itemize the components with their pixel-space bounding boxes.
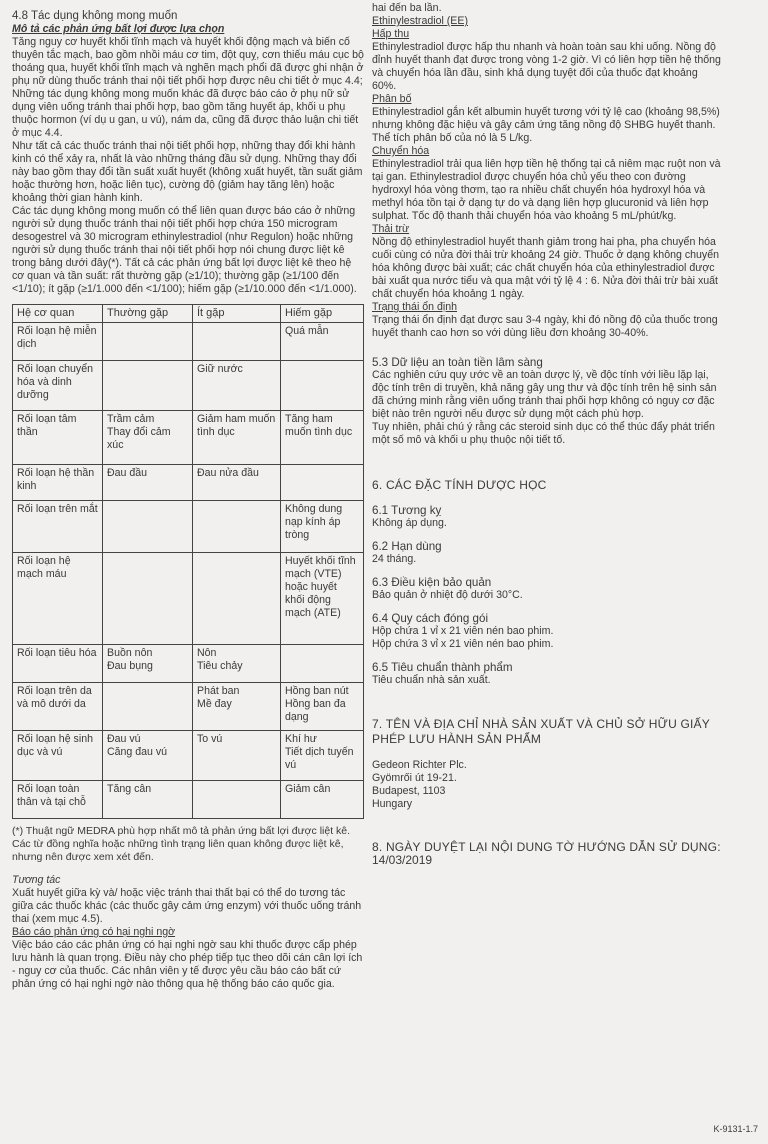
table-row xyxy=(13,501,364,553)
table-header: Thường gặp xyxy=(103,305,193,323)
paragraph: Những tác dụng không mong muốn khác đã được báo cáo ở phụ nữ sử dụng viên uống tránh thai phối hợp, bao gồm tăng huyết áp, khối u phụ thuộc hormon (ví dụ u gan, u vú), nám da, cũng đã được thảo luận chi tiết ở mục 4.4. xyxy=(12,88,359,139)
absorption-title: Hấp thu xyxy=(372,28,410,40)
table-cell: Rối loạn trên da và mô dưới da xyxy=(13,683,103,731)
metabolism-text: Ethinylestradiol trải qua liên hợp tiền hệ thống tại cả niêm mạc ruột non và tại gan. Ethinylestradiol được chuyển hóa chủ yếu theo con đường hydroxyl hóa vòng thơm, tạo ra nhiều chất chuyển hóa hydroxyl hóa và methyl hóa tồn tại ở dạng tự do và dạng liên hợp glucuronid và liên hợp sulphat. Tốc độ thanh thải chuyển hóa vào khoảng 5 mL/phút/kg. xyxy=(372,158,721,222)
table-cell: Rối loạn tâm thần xyxy=(13,411,103,465)
elimination-title: Thải trừ xyxy=(372,223,410,235)
table-row xyxy=(13,683,364,731)
table-cell: Không dung nạp kính áp tròng xyxy=(281,501,364,553)
table-cell xyxy=(193,323,281,361)
table-cell xyxy=(103,683,193,731)
table-row xyxy=(13,553,364,645)
table-header: Ít gặp xyxy=(193,305,281,323)
table-cell: Rối loạn toàn thân và tại chỗ xyxy=(13,781,103,819)
section-6-2-title: 6.2 Hạn dùng xyxy=(372,540,442,553)
table-cell: Phát ban Mề đay xyxy=(193,683,281,731)
document-code: K-9131-1.7 xyxy=(713,1124,758,1134)
table-row xyxy=(13,323,364,361)
table-cell xyxy=(103,323,193,361)
section-8-title: 8. NGÀY DUYỆT LẠI NỘI DUNG TỜ HƯỚNG DẪN SỬ DỤNG: xyxy=(372,840,721,854)
table-cell: Hồng ban nút Hồng ban đa dạng xyxy=(281,683,364,731)
paragraph: Như tất cả các thuốc tránh thai nội tiết phối hợp, những thay đổi khi hành kinh có thể xảy ra, nhất là vào những tháng đầu sử dụng. Những thay đổi này bao gồm thay đổi tần suất xuất huyết (không xuất huyết, tần suất giảm hoặc thường hơn, hoặc liên tục), cường độ (giảm hay tăng lên) hoặc khoảng thời gian hành kinh. xyxy=(12,140,363,204)
absorption-text: Ethinylestradiol được hấp thu nhanh và hoàn toàn sau khi uống. Nồng độ đỉnh huyết thanh đạt được trong vòng 1-2 giờ. Vì có liên hợp tiền hệ thống và chuyển hóa lần đầu, sinh khả dụng tuyệt đối của thuốc đạt khoảng 60%. xyxy=(372,41,721,92)
right-column xyxy=(372,0,724,867)
package-line: Hộp chứa 3 vỉ x 21 viên nén bao phim. xyxy=(372,638,554,650)
section-5-3-title: 5.3 Dữ liệu an toàn tiền lâm sàng xyxy=(372,356,543,369)
table-cell: Khí hư Tiết dịch tuyến vú xyxy=(281,731,364,781)
manufacturer-line: Budapest, 1103 xyxy=(372,785,446,797)
manufacturer-line: Hungary xyxy=(372,798,413,810)
distribution-title: Phân bố xyxy=(372,93,412,105)
table-cell: Nôn Tiêu chảy xyxy=(193,645,281,683)
table-cell xyxy=(193,501,281,553)
table-cell: Tăng ham muốn tình dục xyxy=(281,411,364,465)
section-6-5-title: 6.5 Tiêu chuẩn thành phẩm xyxy=(372,661,513,674)
table-cell xyxy=(103,553,193,645)
table-header: Hệ cơ quan xyxy=(13,305,103,323)
table-header-row xyxy=(13,305,364,323)
table-cell: Giảm ham muốn tình dục xyxy=(193,411,281,465)
section-6-4-title: 6.4 Quy cách đóng gói xyxy=(372,612,489,625)
table-row xyxy=(13,781,364,819)
table-cell: Rối loạn hệ sinh dục và vú xyxy=(13,731,103,781)
manufacturer-line: Gyömrői út 19-21. xyxy=(372,772,457,784)
section-6-1-text: Không áp dụng. xyxy=(372,517,447,529)
interaction-text: Xuất huyết giữa kỳ và/ hoặc việc tránh thai thất bại có thể do tương tác giữa các thuốc khác (các thuốc gây cảm ứng enzym) với thuốc uống tránh thai (xem mục 4.5). xyxy=(12,887,362,925)
table-cell: Giảm cân xyxy=(281,781,364,819)
left-column xyxy=(12,0,364,991)
section-6-3-title: 6.3 Điều kiện bảo quản xyxy=(372,576,492,589)
adverse-reactions-table xyxy=(12,304,364,819)
table-cell: Rối loạn tiêu hóa xyxy=(13,645,103,683)
table-cell: Đau nửa đầu xyxy=(193,465,281,501)
table-row xyxy=(13,731,364,781)
manufacturer-line: Gedeon Richter Plc. xyxy=(372,759,467,771)
section-5-3-text: Các nghiên cứu quy ước về an toàn dược lý, về độc tính với liều lặp lại, độc tính trên di truyền, khả năng gây ung thư và độc tính trên hệ sinh sản đã chứng minh rằng viên uống tránh thai phối hợp không có nguy cơ đặc biệt nào trên người nếu được sử dụng một cách phù hợp. xyxy=(372,369,717,420)
table-cell xyxy=(103,361,193,411)
table-cell xyxy=(103,501,193,553)
table-cell: Quá mẫn xyxy=(281,323,364,361)
table-cell: Đau vú Căng đau vú xyxy=(103,731,193,781)
table-cell: Rối loạn hệ mạch máu xyxy=(13,553,103,645)
table-row xyxy=(13,411,364,465)
manufacturer-address xyxy=(372,759,724,811)
steady-state-text: Trạng thái ổn định đạt được sau 3-4 ngày, khi đó nồng độ của thuốc trong huyết thanh cao hơn so với dùng liều đơn khoảng 30-40%. xyxy=(372,314,718,339)
section-6-1-title: 6.1 Tương kỵ xyxy=(372,504,442,517)
table-cell: Trầm cảm Thay đổi cảm xúc xyxy=(103,411,193,465)
report-title: Báo cáo phản ứng có hại nghi ngờ xyxy=(12,926,176,938)
table-cell: To vú xyxy=(193,731,281,781)
table-cell: Giữ nước xyxy=(193,361,281,411)
table-cell xyxy=(281,465,364,501)
table-cell xyxy=(281,645,364,683)
table-cell: Đau đầu xyxy=(103,465,193,501)
top-line: hai đến ba lần. xyxy=(372,2,442,14)
section-4-8-heading: 4.8 Tác dụng không mong muốn xyxy=(12,10,178,22)
adverse-reactions-subheading: Mô tả các phản ứng bất lợi được lựa chọn xyxy=(12,23,225,35)
steady-state-title: Trạng thái ổn định xyxy=(372,301,458,313)
paragraph: Các tác dụng không mong muốn có thể liên quan được báo cáo ở những người sử dụng thuốc tránh thai nội tiết phối hợp chứa 150 microgram desogestrel và 30 microgram ethinylestradiol (như Regulon) hoặc những người sử dụng thuốc tránh thai nội tiết phối hợp nói chung được liệt kê trong bảng dưới đây(*). Tất cả các phản ứng bất lợi được liệt kê theo hệ cơ quan và tần suất: rất thường gặp (≥1/10); thường gặp (≥1/100 đến <1/10); ít gặp (≥1/1.000 đến <1/100); hiếm gặp (≥1/10.000 đến <1/1.000). xyxy=(12,205,357,295)
table-footnote: (*) Thuật ngữ MEDRA phù hợp nhất mô tả phản ứng bất lợi được liệt kê. Các từ đồng nghĩa hoặc những tình trạng liên quan không được liệt kê, nhưng nên được xem xét đến. xyxy=(12,825,351,863)
table-cell: Rối loạn hệ thần kinh xyxy=(13,465,103,501)
table-row xyxy=(13,361,364,411)
section-6-5-text: Tiêu chuẩn nhà sản xuất. xyxy=(372,674,491,686)
section-7-title: 7. TÊN VÀ ĐỊA CHỈ NHÀ SẢN XUẤT VÀ CHỦ SỞ HỮU GIẤY PHÉP LƯU HÀNH SẢN PHẨM xyxy=(372,717,710,746)
interaction-title: Tương tác xyxy=(12,874,61,886)
paragraph: Tăng nguy cơ huyết khối tĩnh mạch và huyết khối động mạch và biến cố thuyên tắc mạch, bao gồm nhồi máu cơ tim, đột quỵ, cơn thiếu máu cục bộ thoáng qua, huyết khối tĩnh mạch và nghẽn mạch phổi đã được ghi nhận ở phụ nữ dùng thuốc tránh thai nội tiết phối hợp được nêu chi tiết ở mục 4.4; xyxy=(12,36,364,87)
metabolism-title: Chuyển hóa xyxy=(372,145,430,157)
table-cell: Rối loạn trên mắt xyxy=(13,501,103,553)
ee-title: Ethinylestradiol (EE) xyxy=(372,15,468,27)
table-cell xyxy=(193,781,281,819)
table-cell: Tăng cân xyxy=(103,781,193,819)
distribution-text: Ethinylestradiol gắn kết albumin huyết tương với tỷ lệ cao (khoảng 98,5%) nhưng không đặc hiệu và gây cảm ứng tăng nồng độ SHBG huyết thanh. Thể tích phân bố của nó là 5 L/kg. xyxy=(372,106,720,144)
package-line: Hộp chứa 1 vỉ x 21 viên nén bao phim. xyxy=(372,625,554,637)
table-cell: Rối loạn chuyển hóa và dinh dưỡng xyxy=(13,361,103,411)
table-cell: Buồn nôn Đau bụng xyxy=(103,645,193,683)
table-cell: Huyết khối tĩnh mạch (VTE) hoặc huyết khối động mạch (ATE) xyxy=(281,553,364,645)
table-cell xyxy=(281,361,364,411)
table-cell xyxy=(193,553,281,645)
table-row xyxy=(13,645,364,683)
elimination-text: Nồng độ ethinylestradiol huyết thanh giảm trong hai pha, pha chuyển hóa cuối cùng có nửa đời thải trừ khoảng 24 giờ. Thuốc ở dạng không chuyển hóa không được bài xuất; các chất chuyển hóa của ethinylestradiol được bài xuất qua nước tiểu và qua mật với tỷ lệ 4 : 6. Nửa đời thải trừ bài xuất chất chuyển hóa khoảng 1 ngày. xyxy=(372,236,719,300)
section-6-2-text: 24 tháng. xyxy=(372,553,417,565)
table-header: Hiếm gặp xyxy=(281,305,364,323)
section-6-title: 6. CÁC ĐẶC TÍNH DƯỢC HỌC xyxy=(372,478,547,492)
revision-date: 14/03/2019 xyxy=(372,853,433,867)
section-6-3-text: Bảo quản ở nhiệt độ dưới 30°C. xyxy=(372,589,523,601)
section-5-3-text: Tuy nhiên, phải chú ý rằng các steroid sinh dục có thể thúc đẩy phát triển một số mô và khối u phụ thuộc nội tiết tố. xyxy=(372,421,715,446)
table-cell: Rối loạn hệ miễn dịch xyxy=(13,323,103,361)
report-text: Việc báo cáo các phản ứng có hại nghi ngờ sau khi thuốc được cấp phép lưu hành là quan trọng. Điều này cho phép tiếp tục theo dõi cán cân lợi ích - nguy cơ của thuốc. Các nhân viên y tế được yêu cầu báo cáo bất cứ phản ứng có hại nghi ngờ nào thông qua hệ thống báo cáo quốc gia. xyxy=(12,939,363,990)
table-row xyxy=(13,465,364,501)
